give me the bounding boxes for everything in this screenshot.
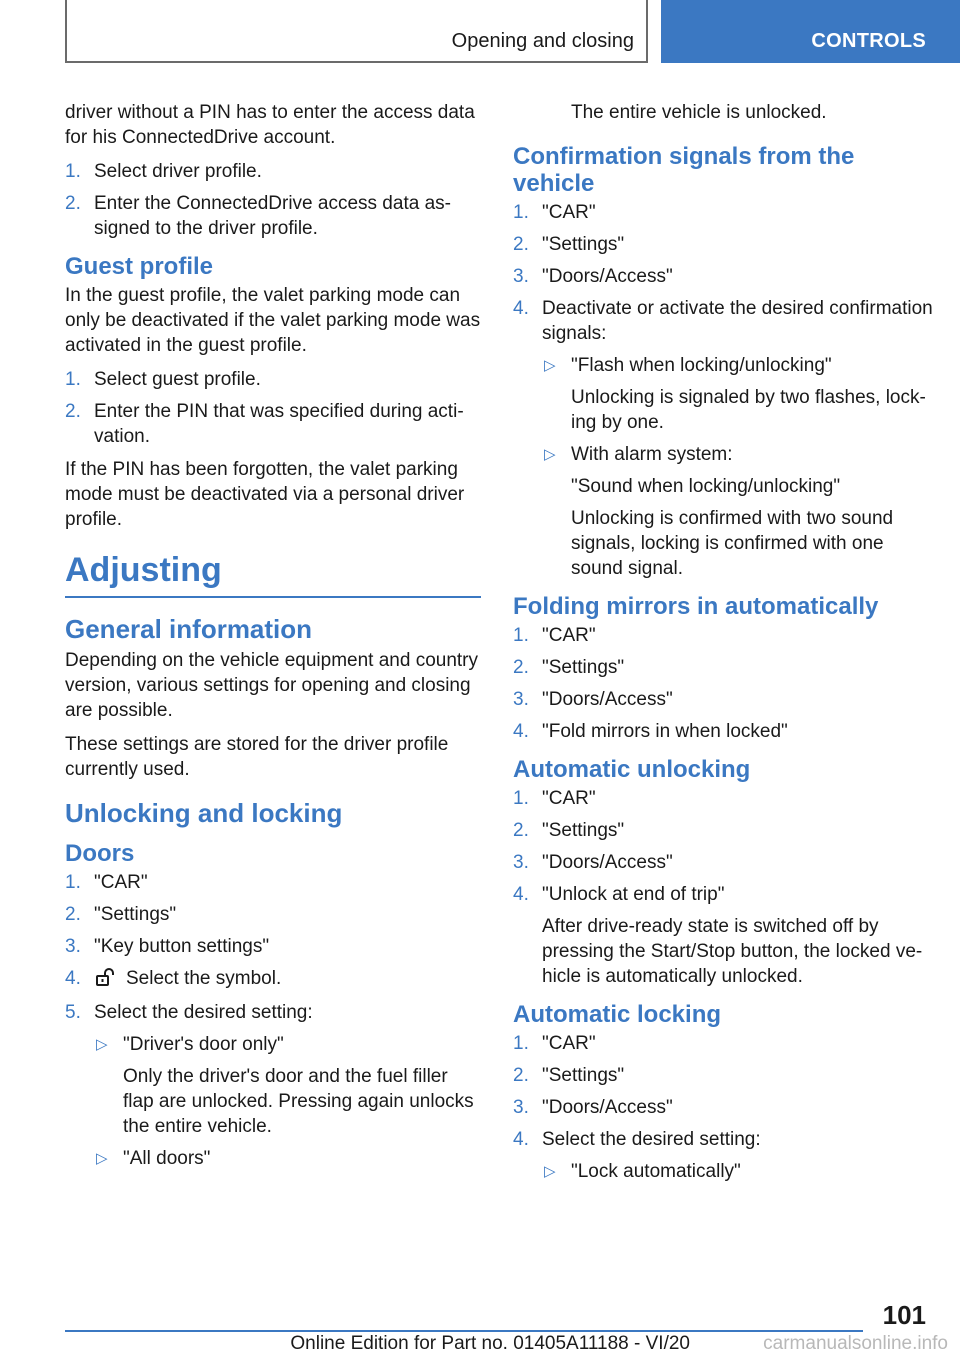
list-item: 1. "CAR" bbox=[513, 625, 596, 646]
list-item: 4. Select the desired setting: ▷ "Lock automatically" bbox=[513, 1127, 933, 1184]
doors-options bbox=[94, 1032, 481, 1171]
all-doors-description: The entire vehicle is unlocked. bbox=[571, 102, 827, 123]
option-label: "Sound when locking/unlocking" bbox=[571, 476, 841, 497]
folding-mirrors-steps bbox=[513, 623, 933, 744]
header-chapter-title: CONTROLS bbox=[811, 30, 926, 52]
list-item: ▷ With alarm system: "Sound when locking/unlocking" Unlocking is confirmed with two sound signals, locking is confirmed with one sound signal. bbox=[542, 442, 933, 581]
list-item: ▷ "Driver's door only" Only the driver's door and the fuel filler flap are unlocked. Pressing again unlocks the entire vehicle. bbox=[94, 1032, 481, 1139]
doors-steps bbox=[65, 870, 481, 1171]
list-item: 4. Select the symbol. bbox=[65, 966, 481, 993]
list-item: 3. "Doors/Access" bbox=[513, 1097, 673, 1118]
confirmation-signals-heading: Confirmation signals from the vehicle bbox=[513, 143, 855, 197]
list-item: 2. Enter the ConnectedDrive access data assigned to the driver profile. bbox=[65, 193, 451, 239]
general-information-heading: General information bbox=[65, 614, 313, 644]
list-item: 5. Select the desired setting: ▷ "Driver's door only" Only the driver's door and the fuel filler flap are unlocked. Pressing again unlocks the entire vehicle. ▷ "All doors" bbox=[65, 1000, 481, 1171]
triangle-bullet-icon: ▷ bbox=[96, 1150, 108, 1167]
list-item: 2. "Settings" bbox=[65, 904, 177, 925]
list-item: 2. "Settings" bbox=[513, 1065, 625, 1086]
unlocking-locking-heading: Unlocking and locking bbox=[65, 798, 343, 828]
guest-profile-steps bbox=[65, 367, 481, 449]
header-section-title: Opening and closing bbox=[451, 30, 634, 52]
step-description: After drive-ready state is switched off by pressing the Start/Stop button, the locked vehicle is automatically unlocked. bbox=[542, 916, 923, 987]
triangle-bullet-icon: ▷ bbox=[544, 446, 556, 463]
list-item: 3. "Doors/Access" bbox=[513, 689, 673, 710]
triangle-bullet-icon: ▷ bbox=[544, 1163, 556, 1180]
list-item: 1. "CAR" bbox=[513, 788, 596, 809]
confirmation-steps bbox=[513, 200, 933, 581]
forgot-pin-text: If the PIN has been forgotten, the valet parking mode must be deactivated via a personal driver profile. bbox=[65, 459, 465, 530]
page-number: 101 bbox=[882, 1300, 926, 1330]
list-item: 4. "Fold mirrors in when locked" bbox=[513, 721, 788, 742]
footer-watermark: carmanualsonline.info bbox=[763, 1333, 948, 1354]
option-description: Unlocking is confirmed with two sound signals, locking is confirmed with one sound signal. bbox=[571, 508, 894, 579]
footer-edition: Online Edition for Part no. 01405A11188 - VI/20 bbox=[290, 1333, 690, 1354]
option-description: Unlocking is signaled by two flashes, locking by one. bbox=[571, 387, 926, 433]
header-section-box bbox=[65, 0, 648, 63]
list-item: 1. "CAR" bbox=[65, 872, 148, 893]
triangle-bullet-icon: ▷ bbox=[96, 1036, 108, 1053]
list-item: 1. Select driver profile. bbox=[65, 161, 262, 182]
list-item: 4. Deactivate or activate the desired confirmation signals: ▷ "Flash when locking/unlocking" Unlocking is signaled by two flashes, locking by one. ▷ With alarm system: "Sound when locking/unlocking" Unlocking is confirmed with two sound signals, locking is confirmed with one sound signal. bbox=[513, 298, 933, 579]
doors-heading: Doors bbox=[65, 840, 135, 867]
list-item: 4. "Unlock at end of trip" After drive-ready state is switched off by pressing the Start/Stop button, the locked vehicle is automatically unlocked. bbox=[513, 882, 933, 989]
list-item: ▷ "Flash when locking/unlocking" Unlocking is signaled by two flashes, locking by one. bbox=[542, 353, 933, 435]
left-column bbox=[65, 100, 481, 1179]
adjusting-heading: Adjusting bbox=[65, 550, 481, 598]
automatic-locking-heading: Automatic locking bbox=[513, 1001, 722, 1028]
list-item: 2. "Settings" bbox=[513, 234, 625, 255]
general-text-2: These settings are stored for the driver profile currently used. bbox=[65, 734, 449, 780]
list-item: 2. "Settings" bbox=[513, 657, 625, 678]
automatic-locking-options bbox=[542, 1159, 933, 1184]
list-item: 3. "Key button settings" bbox=[65, 936, 270, 957]
folding-mirrors-heading: Folding mirrors in automatically bbox=[513, 593, 879, 620]
option-description: Only the driver's door and the fuel filler flap are unlocked. Pressing again unlocks the entire vehicle. bbox=[123, 1066, 474, 1137]
list-item: 1. "CAR" bbox=[513, 202, 596, 223]
footer-divider bbox=[65, 1330, 863, 1332]
open-padlock-icon bbox=[96, 968, 118, 993]
confirmation-options bbox=[542, 353, 933, 581]
header-chapter-tab bbox=[661, 0, 960, 63]
right-column bbox=[513, 100, 933, 1192]
list-item: 2. Enter the PIN that was specified during activation. bbox=[65, 401, 464, 447]
automatic-unlocking-steps bbox=[513, 786, 933, 989]
list-item: ▷ "Lock automatically" bbox=[544, 1161, 741, 1182]
list-item: 3. "Doors/Access" bbox=[513, 852, 673, 873]
general-text-1: Depending on the vehicle equipment and country version, various settings for opening and closing are possible. bbox=[65, 650, 479, 721]
intro-text: driver without a PIN has to enter the access data for his ConnectedDrive account. bbox=[65, 102, 475, 148]
list-item: 3. "Doors/Access" bbox=[513, 266, 673, 287]
driver-profile-steps bbox=[65, 159, 481, 241]
list-item: 1. Select guest profile. bbox=[65, 369, 261, 390]
guest-profile-heading: Guest profile bbox=[65, 253, 214, 280]
automatic-locking-steps bbox=[513, 1031, 933, 1184]
guest-profile-text: In the guest profile, the valet parking mode can only be deactivated if the valet parking mode was activated in the guest profile. bbox=[65, 285, 481, 356]
triangle-bullet-icon: ▷ bbox=[544, 357, 556, 374]
list-item: 1. "CAR" bbox=[513, 1033, 596, 1054]
automatic-unlocking-heading: Automatic unlocking bbox=[513, 756, 751, 783]
list-item: ▷ "All doors" bbox=[96, 1148, 211, 1169]
list-item: 2. "Settings" bbox=[513, 820, 625, 841]
